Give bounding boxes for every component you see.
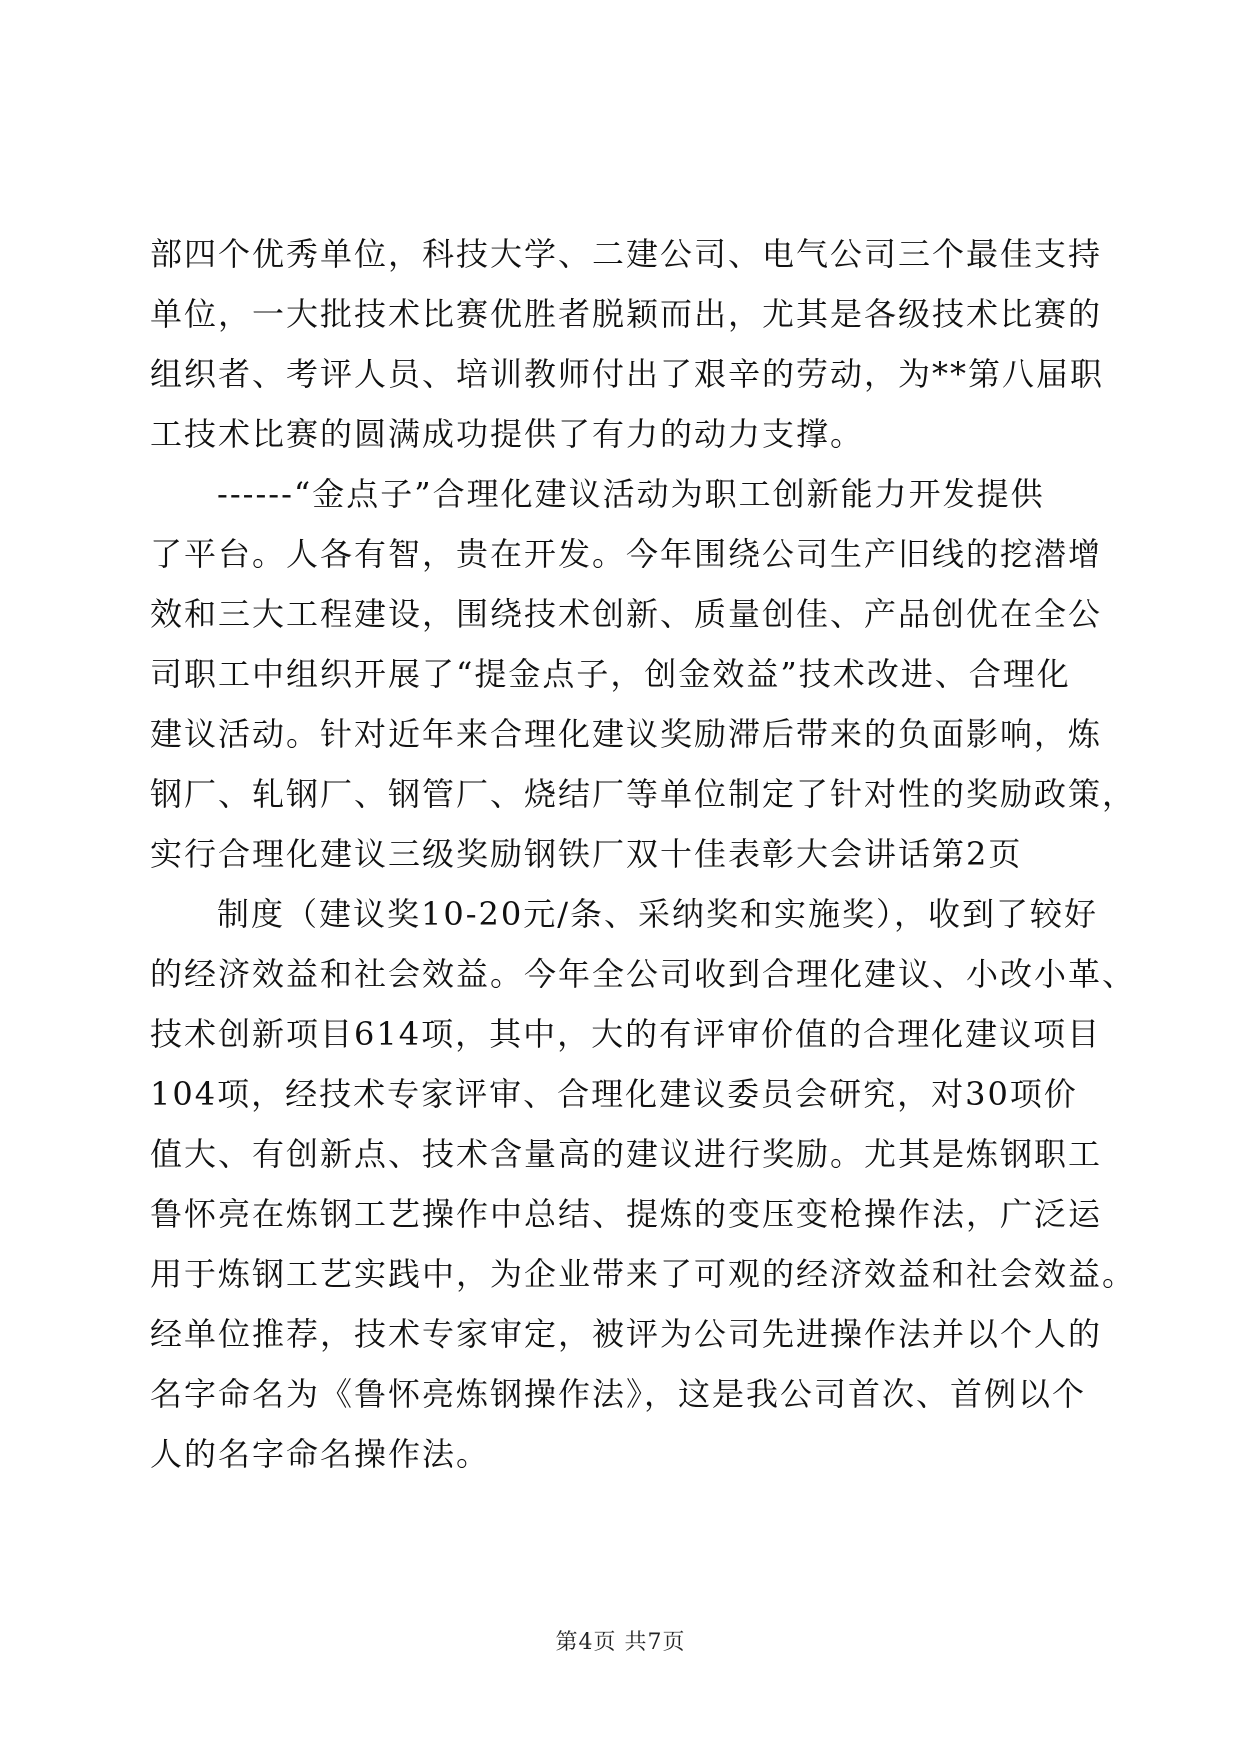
text-line: 效和三大工程建设，围绕技术创新、质量创佳、产品创优在全公 — [150, 595, 1103, 633]
text-line: 的经济效益和社会效益。今年全公司收到合理化建议、小改小革、 — [150, 955, 1137, 993]
body-text — [150, 224, 1137, 1484]
text-line: 部四个优秀单位，科技大学、二建公司、电气公司三个最佳支持 — [150, 235, 1103, 273]
text-line: 104项，经技术专家评审、合理化建议委员会研究，对30项价 — [150, 1075, 1078, 1113]
text-line: 工技术比赛的圆满成功提供了有力的动力支撑。 — [150, 415, 865, 453]
page-number-footer: 第4页 共7页 — [555, 1630, 686, 1655]
text-line: 了平台。人各有智，贵在开发。今年围绕公司生产旧线的挖潜增 — [150, 535, 1103, 573]
text-line: 组织者、考评人员、培训教师付出了艰辛的劳动，为**第八届职 — [150, 355, 1105, 393]
text-line: 单位，一大批技术比赛优胜者脱颖而出，尤其是各级技术比赛的 — [150, 295, 1103, 333]
paragraph-first-line: ------“金点子”合理化建议活动为职工创新能力开发提供 — [217, 475, 1045, 513]
paragraph-first-line: 制度（建议奖10-20元/条、采纳奖和实施奖），收到了较好 — [217, 895, 1099, 933]
text-line: 建议活动。针对近年来合理化建议奖励滞后带来的负面影响，炼 — [150, 715, 1103, 753]
text-line: 实行合理化建议三级奖励钢铁厂双十佳表彰大会讲话第2页 — [150, 835, 1023, 873]
text-line: 司职工中组织开展了“提金点子，创金效益”技术改进、合理化 — [150, 655, 1071, 693]
text-line: 经单位推荐，技术专家审定，被评为公司先进操作法并以个人的 — [150, 1315, 1103, 1353]
text-line: 鲁怀亮在炼钢工艺操作中总结、提炼的变压变枪操作法，广泛运 — [150, 1195, 1103, 1233]
text-line: 名字命名为《鲁怀亮炼钢操作法》，这是我公司首次、首例以个 — [150, 1375, 1087, 1413]
text-line: 用于炼钢工艺实践中，为企业带来了可观的经济效益和社会效益。 — [150, 1255, 1137, 1293]
text-line: 值大、有创新点、技术含量高的建议进行奖励。尤其是炼钢职工 — [150, 1135, 1103, 1173]
text-line: 人的名字命名操作法。 — [150, 1435, 491, 1473]
text-line: 技术创新项目614项，其中，大的有评审价值的合理化建议项目 — [150, 1015, 1102, 1053]
text-line: 钢厂、轧钢厂、钢管厂、烧结厂等单位制定了针对性的奖励政策， — [150, 775, 1137, 813]
